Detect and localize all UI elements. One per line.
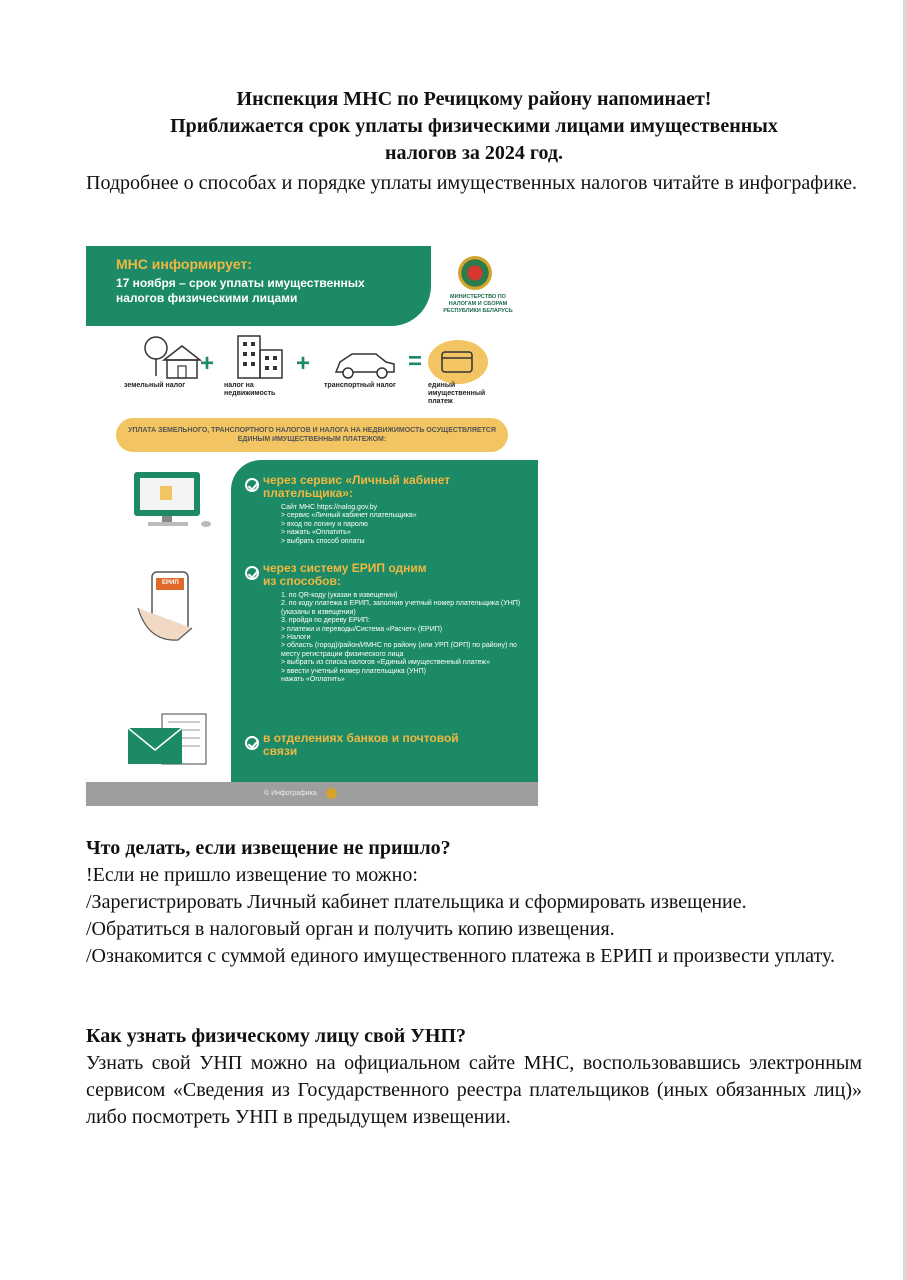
answer-line-2: /Зарегистрировать Личный кабинет плательщика и сформировать извещение. xyxy=(86,891,747,913)
answer-line-3: /Обратиться в налоговый орган и получить копию извещения. xyxy=(86,918,615,940)
announcement-heading xyxy=(86,86,862,167)
buildings-icon xyxy=(234,332,294,382)
method-2-step: > выбрать из списка налогов «Единый имущественный платеж» xyxy=(281,659,490,667)
plus-sign-1: + xyxy=(200,350,215,377)
erip-label: ЕРИП xyxy=(162,580,179,586)
car-icon xyxy=(332,346,398,380)
tax-label-land: земельный налог xyxy=(124,382,186,389)
equals-sign: = xyxy=(408,348,423,375)
method-1-step: > вход по логину и паролю xyxy=(281,520,368,528)
single-payment-banner: УПЛАТА ЗЕМЕЛЬНОГО, ТРАНСПОРТНОГО НАЛОГОВ И НАЛОГА НА НЕДВИЖИМОСТЬ ОСУЩЕСТВЛЯЕТСЯ ЕДИНЫМ ИМУЩЕСТВЕННЫМ ПЛАТЕЖОМ: xyxy=(116,418,508,452)
house-tree-icon xyxy=(136,334,206,384)
infographic-footer xyxy=(86,782,538,806)
method-1-step: > выбрать способ оплаты xyxy=(281,537,365,545)
method-2-step: > ввести учетный номер плательщика (УНП) xyxy=(281,667,426,675)
infographic-title: МНС информирует: xyxy=(116,256,252,272)
tax-label-single-payment: единый имущественный платеж xyxy=(428,382,486,405)
method-2-title: через систему ЕРИП одним из способов: xyxy=(263,561,427,588)
wallet-icon xyxy=(426,338,490,386)
check-icon xyxy=(245,478,259,492)
method-1-step: Сайт МНС https://nalog.gov.by xyxy=(281,504,378,511)
heading-line-2: Приближается срок уплаты физическими лицами имущественных xyxy=(170,115,778,137)
method-2-step: нажать «Оплатить» xyxy=(281,676,345,684)
heading-line-3: налогов за 2024 год. xyxy=(385,142,563,164)
method-2-steps xyxy=(281,592,531,684)
question-unp: Как узнать физическому лицу свой УНП? xyxy=(86,1025,467,1047)
infographic-subtitle: 17 ноября – срок уплаты имущественных налогов физическими лицами xyxy=(116,276,365,305)
infographic-banner xyxy=(86,246,431,326)
check-icon xyxy=(245,566,259,580)
computer-icon xyxy=(126,468,216,532)
method-2-step: > Налоги xyxy=(281,634,311,642)
method-1-step: > сервис «Личный кабинет плательщика» xyxy=(281,512,417,520)
method-3-title: в отделениях банков и почтовой связи xyxy=(263,731,459,758)
method-1-steps xyxy=(281,504,531,546)
tax-label-property: налог на недвижимость xyxy=(224,382,276,397)
payment-methods-panel xyxy=(231,460,538,782)
ministry-name: МИНИСТЕРСТВО ПО НАЛОГАМ И СБОРАМ РЕСПУБЛИКИ БЕЛАРУСЬ xyxy=(443,294,513,314)
plus-sign-2: + xyxy=(296,350,311,377)
check-icon xyxy=(245,736,259,750)
tax-label-transport: транспортный налог xyxy=(324,382,396,389)
ministry-emblem-icon xyxy=(458,256,492,290)
method-2-step: 2. по коду платежа в ЕРИП, заполнив учетный номер плательщика (УНП) (указаны в извещении) xyxy=(281,600,521,616)
ministry-emblem-small-icon xyxy=(326,788,337,799)
question-no-notice: Что делать, если извещение не пришло? xyxy=(86,837,451,859)
intro-paragraph: Подробнее о способах и порядке уплаты имущественных налогов читайте в инфографике. xyxy=(86,172,858,194)
heading-line-1: Инспекция МНС по Речицкому району напоминает! xyxy=(236,88,712,110)
method-1-step: > нажать «Оплатить» xyxy=(281,529,351,537)
method-2-step: > область (город)/район/ИМНС по району (или УРП (ОРП) по району) по месту регистрации физического лица xyxy=(281,642,517,658)
answer-line-4: /Ознакомится с суммой единого имущественного платежа в ЕРИП и произвести уплату. xyxy=(86,945,836,967)
method-2-step: > платежи и переводы/Система «Расчет» (ЕРИП) xyxy=(281,625,443,633)
mail-envelope-icon xyxy=(126,710,212,768)
infographic-footer-text: © Инфографика xyxy=(264,790,317,797)
method-2-step: 1. по QR-коду (указан в извещении) xyxy=(281,592,398,599)
method-2-step: 3. пройдя по дереву ЕРИП: xyxy=(281,617,370,625)
answer-unp: Узнать свой УНП можно на официальном сайте МНС, воспользовавшись электронным сервисом «Сведения из Государственного реестра плательщиков (иных обязанных лиц)» либо посмотреть УНП в предыдущем извещении. xyxy=(86,1052,862,1128)
infographic xyxy=(86,246,538,806)
method-1-title: через сервис «Личный кабинет плательщика»: xyxy=(263,473,451,500)
answer-line-1: !Если не пришло извещение то можно: xyxy=(86,864,418,886)
